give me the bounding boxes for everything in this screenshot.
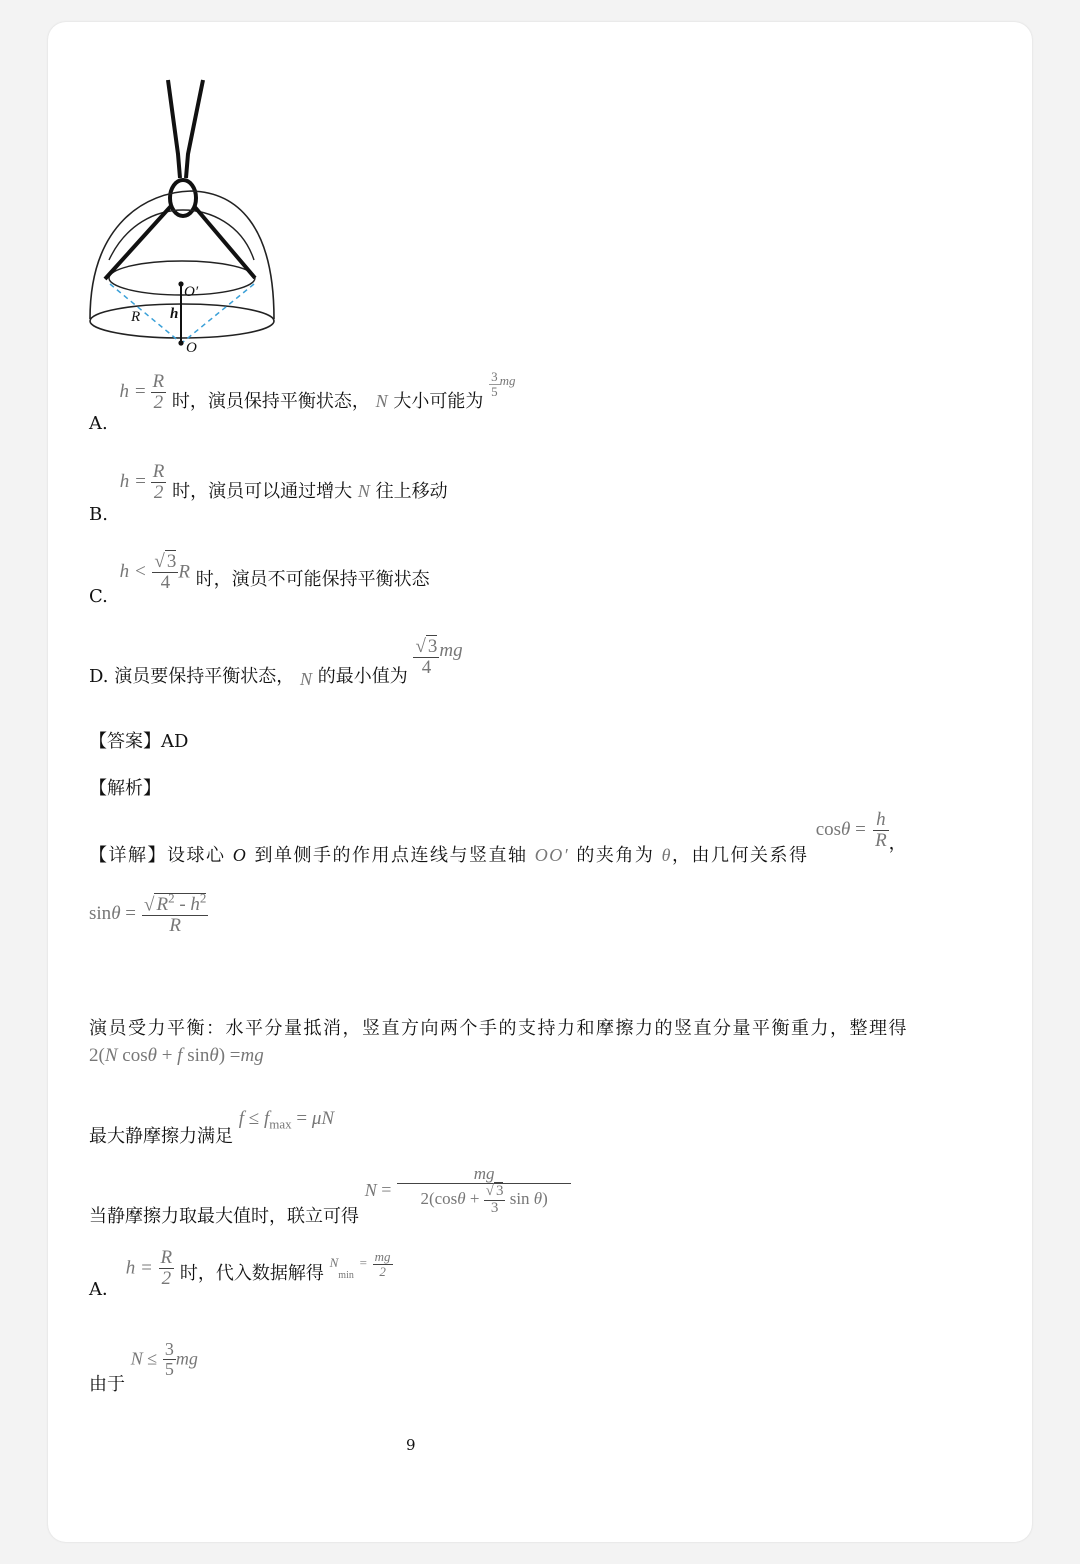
solve-a-line: A． h = $\frac{R}{2}$ 时，代入数据解得 $^N_{min}$ = $\frac{mg}{2}$ bbox=[89, 1247, 391, 1301]
answer-line bbox=[89, 727, 188, 753]
option-a-letter: A. bbox=[89, 413, 108, 435]
option-b-text1: 时，演员可以通过增大 bbox=[172, 481, 353, 503]
label-r: R bbox=[131, 309, 141, 325]
label-o: O bbox=[186, 340, 197, 356]
option-c-letter: C. bbox=[89, 586, 108, 608]
option-a-text2: 大小可能为 bbox=[393, 391, 484, 413]
arm-left bbox=[105, 206, 171, 279]
page-number: 9 bbox=[406, 1436, 416, 1454]
answer-value: AD bbox=[161, 731, 189, 752]
rope-left bbox=[168, 80, 180, 178]
option-d-letter: D. bbox=[89, 666, 109, 688]
option-b: B. h = $\frac{R}{2}$ 时，演员可以通过增大 N 往上移动 bbox=[89, 461, 448, 526]
option-d: D. 演员要保持平衡状态， N 的最小值为 $\frac{√ 3}{4}$ mg bbox=[89, 636, 463, 690]
option-c-text1: 时，演员不可能保持平衡状态 bbox=[195, 569, 430, 591]
rope-right bbox=[186, 80, 203, 178]
option-a: A. h = $\frac{R}{2}$ 时，演员保持平衡状态， N 大小可能为 $\frac{3}{5}$ $^{mg}$ bbox=[89, 369, 516, 435]
option-a-value: $\frac{3}{5}$ bbox=[491, 369, 498, 399]
balance-formula: 2(N cosθ + f sinθ) =mg bbox=[89, 1045, 264, 1066]
friction-line: 最大静摩擦力满足 $f \le f_{max} = \mu N$ bbox=[89, 1108, 335, 1147]
detail-label: 【详解】 bbox=[89, 845, 167, 867]
balance-text: 演员受力平衡：水平分量抵消，竖直方向两个手的支持力和摩擦力的竖直分量平衡重力，整理得 bbox=[89, 1018, 908, 1039]
label-o-prime: O′ bbox=[184, 284, 199, 300]
option-d-text2: 的最小值为 bbox=[317, 666, 408, 688]
option-d-value: $\frac{√ 3}{4}$ bbox=[415, 636, 438, 678]
option-b-letter: B. bbox=[89, 504, 108, 526]
sin-formula: sinθ = $\frac{√ R^2 - h^2}{R}$ bbox=[89, 891, 207, 937]
analysis-label: 【解析】 bbox=[89, 778, 161, 799]
detail-line: 【详解】设球心 O 到单侧手的作用点连线与竖直轴 OO′ 的夹角为 θ，由几何关系得 cosθ = $\frac{h}{R}$ ， bbox=[89, 809, 909, 867]
document-page bbox=[48, 22, 1032, 1542]
option-c: C. h < $\frac{√ 3}{4}$ R 时，演员不可能保持平衡状态 bbox=[89, 551, 430, 608]
option-b-text2: 往上移动 bbox=[375, 481, 448, 503]
answer-label: 【答案】 bbox=[89, 731, 161, 752]
option-a-text1: 时，演员保持平衡状态， bbox=[171, 391, 370, 413]
label-h: h bbox=[170, 306, 179, 322]
dome-figure bbox=[86, 74, 336, 364]
option-c-condition: $\frac{√ 3}{4}$ bbox=[154, 551, 177, 593]
option-d-text1: 演员要保持平衡状态， bbox=[114, 666, 295, 688]
combine-line: 当静摩擦力取最大值时，联立可得 N = mg 2(cosθ + $\frac{√ 3}{3}$ sin θ) bbox=[89, 1165, 571, 1216]
since-line: 由于 N ≤ $\frac{3}{5}$ mg bbox=[89, 1339, 198, 1396]
option-a-condition: h = $\frac{R}{2}$ bbox=[119, 371, 165, 413]
option-b-condition: h = $\frac{R}{2}$ bbox=[119, 461, 165, 503]
